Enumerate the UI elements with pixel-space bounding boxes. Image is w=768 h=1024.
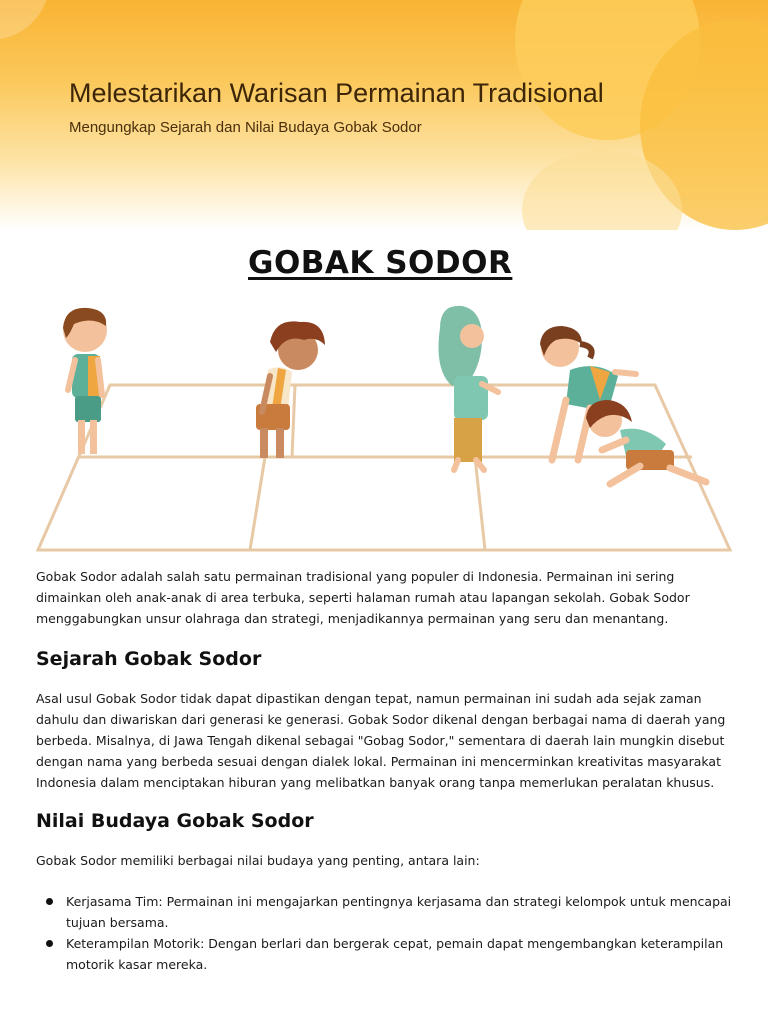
bullet-icon <box>46 940 53 947</box>
intro-paragraph: Gobak Sodor adalah salah satu permainan tradisional yang populer di Indonesia. Permainan ini sering dimainkan oleh anak-anak di area terbuka, seperti halaman rumah atau lapangan sekolah. Gobak Sodor menggabungkan unsur olahraga dan strategi, menjadikannya permainan yang seru dan menantang. <box>36 569 690 626</box>
page-title: GOBAK SODOR <box>248 245 513 281</box>
header-title: Melestarikan Warisan Permainan Tradisional <box>69 78 604 108</box>
header-banner <box>0 0 768 230</box>
sejarah-paragraph: Asal usul Gobak Sodor tidak dapat dipastikan dengan tepat, namun permainan ini sudah ada sejak zaman dahulu dan diwariskan dari generasi ke generasi. Gobak Sodor dikenal dengan berbagai nama di daerah yang berbeda. Misalnya, di Jawa Tengah dikenal sebagai "Gobag Sodor," sementara di daerah lain mungkin disebut dengan nama yang berbeda sesuai dengan dialek lokal. Permainan ini mencerminkan kreativitas masyarakat Indonesia dalam menciptakan hiburan yang melibatkan banyak orang tanpa memerlukan peralatan khusus. <box>36 691 726 790</box>
list-item <box>66 933 736 975</box>
header-subtitle: Mengungkap Sejarah dan Nilai Budaya Gobak Sodor <box>69 119 422 136</box>
list-item-text: Keterampilan Motorik: Dengan berlari dan bergerak cepat, pemain dapat mengembangkan keterampilan motorik kasar mereka. <box>66 936 724 972</box>
article-body <box>36 566 736 975</box>
list-item <box>66 891 736 933</box>
nilai-list <box>36 891 736 975</box>
bullet-icon <box>46 898 53 905</box>
section-heading-sejarah: Sejarah Gobak Sodor <box>36 648 262 670</box>
nilai-intro-paragraph: Gobak Sodor memiliki berbagai nilai budaya yang penting, antara lain: <box>36 853 480 868</box>
child-hijab <box>439 306 499 470</box>
children-playing-gobak-sodor-illustration <box>30 300 740 560</box>
child-standing-left <box>63 308 107 454</box>
child-crouching-curly-hair <box>256 321 325 458</box>
section-heading-nilai: Nilai Budaya Gobak Sodor <box>36 810 314 832</box>
child-crawling <box>586 400 706 484</box>
decorative-circle <box>0 0 50 40</box>
list-item-text: Kerjasama Tim: Permainan ini mengajarkan pentingnya kerjasama dan strategi kelompok untuk mencapai tujuan bersama. <box>66 894 732 930</box>
